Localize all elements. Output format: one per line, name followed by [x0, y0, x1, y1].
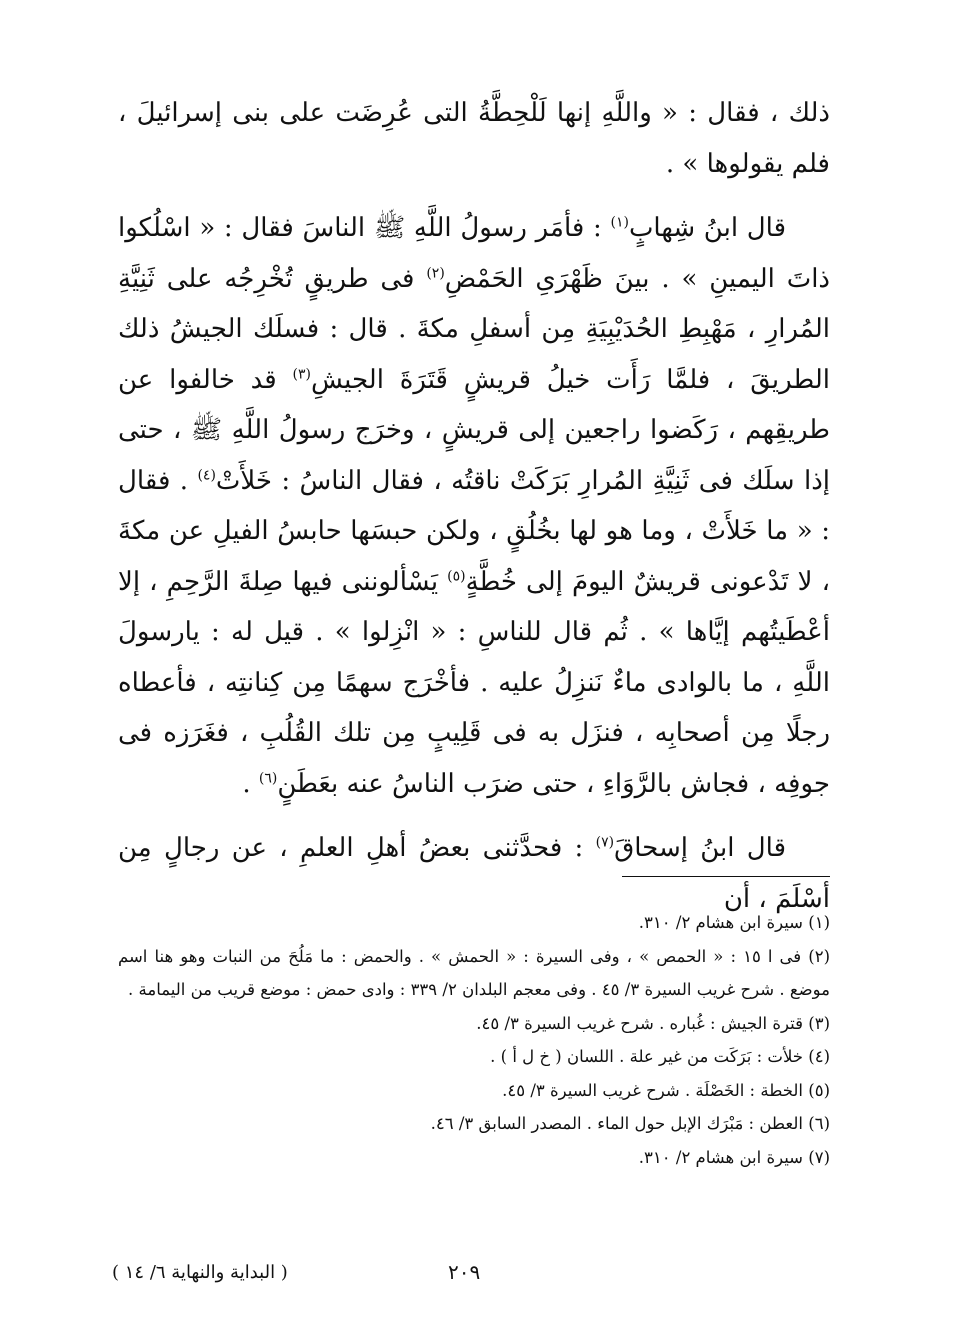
text-run: قال ابنُ إسحاقَ: [614, 833, 786, 863]
footnotes: [118, 906, 830, 1174]
footnote: (٥) الخطة : الخَصْلَة . شرح غريب السيرة ٣/ ٤٥.: [502, 1080, 830, 1100]
footnote-marker: (٤): [197, 466, 216, 483]
footnote-separator: [622, 876, 830, 877]
text-run: ذلك ، فقال : « واللَّهِ إنها لَلْحِطَّةُ التى عُرِضَت على بنى إسرائيلَ ، فلم يقولوها » .: [118, 98, 830, 179]
book-reference: ( البداية والنهاية ٦/ ١٤ ): [112, 1262, 288, 1283]
page-number: ٢٠٩: [448, 1260, 481, 1284]
footnote-marker: (٥): [447, 567, 466, 584]
footnote: (٤) خلأت : بَرَكَت من غير علة . اللسان ( خ ل أ ) .: [490, 1047, 830, 1066]
footnote: (٢) فى ا ١٥ : « الحمص » ، وفى السيرة : « الحمش » . والحمض : ما مَلُحَ من النبات وهو هنا اسم موضع . شرح غريب السيرة ٣/ ٤٥ . وفى معجم البلدان ٢/ ٣٣٩ : وادى حمض : موضع قريب من اليمامة .: [118, 946, 830, 999]
main-text: [118, 88, 830, 924]
text-run: قال ابنُ شِهابٍ: [628, 213, 786, 243]
text-run: : فأمَر رسولُ اللَّهِ ﷺ الناسَ فقال : « اسْلُكوا ذاتَ اليمينِ » . بينَ ظَهْرَىِ الحَمْضِ: [118, 213, 831, 294]
text-run: : فحدَّثنى بعضُ أهلِ العلمِ ، عن رجالٍ مِن أسْلَمَ ، أن: [118, 833, 830, 914]
footnote-marker: (٢): [426, 264, 445, 281]
text-run: يَسْألوننى فيها صِلةَ الرَّحِمِ ، إلا أعْطَيتُهم إيَّاها » . ثُم قال للناسِ : « انْزِلوا » . قيل له : يارسولَ اللَّهِ ، ما بالوادى ماءٌ نَنزِلُ عليه . فأخْرَج سهمًا مِن كِنانتِه ، فأعطاه رجلًا مِن أصحابِه ، فنزَل به فى قَلِيبٍ مِن تلك القُلُبِ ، فغَرَزه فى جوفِه ، فجاش بالرَّوَاءِ ، حتى ضرَب الناسُ عنه بعَطَنٍ: [118, 566, 830, 799]
footnote: (٧) سيرة ابن هشام ٢/ ٣١٠.: [638, 1147, 830, 1167]
paragraph: [118, 88, 830, 189]
paragraph: [118, 203, 830, 809]
footnote-marker: (٣): [292, 365, 312, 382]
footnote-marker: (٧): [595, 834, 615, 851]
text-run: فى طريقٍ تُخْرِجُه على ثَنِيَّةِ المُرارِ ، مَهْبِطِ الحُدَيْبِيَةِ مِن أسفلِ مكةَ . قال : فسلَك الجيشُ ذلك الطريقَ ، فلمَّا رَأَت خيلُ قريشٍ قَتَرَةَ الجيشِ: [118, 263, 830, 395]
footnote: (٦) العطن : مَبْرَك الإبل حول الماء . المصدر السابق ٣/ ٤٦.: [430, 1114, 830, 1133]
footnote-marker: (١): [610, 214, 629, 231]
text-run: قد خالفوا عن طريقِهم ، رَكَضوا راجعين إلى قريشٍ ، وخرَج رسولُ اللَّهِ ﷺ ، حتى إذا سلَك فى ثَنِيَّةِ المُرارِ بَرَكَتْ ناقتُه ، فقال الناسُ : خَلأَتْ: [118, 364, 830, 496]
text-run: . فقال : « ما خَلأَتْ ، وما هو لها بخُلُقٍ ، ولكن حبسَها حابسُ الفيلِ عن مكةَ ، لا تَدْعونى قريشٌ اليومَ إلى خُطَّةٍ: [118, 465, 830, 597]
footnote: (١) سيرة ابن هشام ٢/ ٣١٠.: [638, 913, 830, 932]
footnote-marker: (٦): [258, 769, 278, 786]
text-run: .: [242, 768, 259, 799]
footnote: (٣) قترة الجيش : غُباره . شرح غريب السيرة ٣/ ٤٥.: [476, 1013, 830, 1033]
